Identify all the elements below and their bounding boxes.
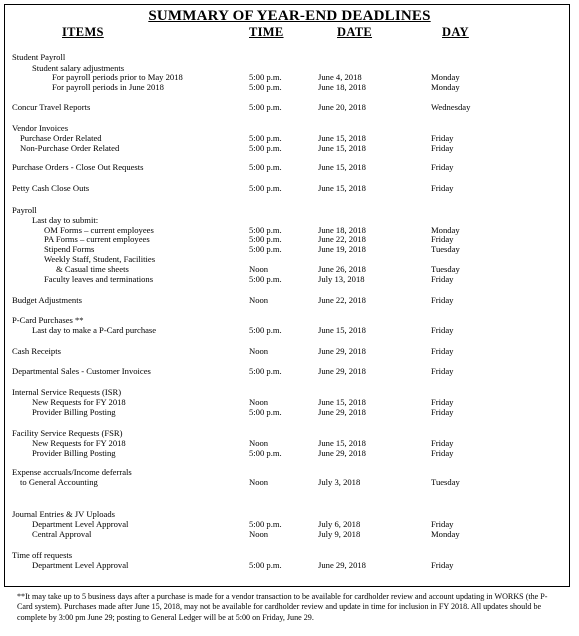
date-cell: June 22, 2018: [318, 295, 366, 305]
date-cell: June 4, 2018: [318, 72, 362, 82]
item-cell: Last day to submit:: [32, 215, 99, 225]
day-cell: Friday: [431, 560, 454, 570]
item-cell: P-Card Purchases **: [12, 315, 84, 325]
date-cell: June 15, 2018: [318, 162, 366, 172]
day-cell: Tuesday: [431, 244, 460, 254]
table-row: [0, 274, 570, 285]
day-cell: Friday: [431, 295, 454, 305]
day-cell: Friday: [431, 133, 454, 143]
date-cell: July 13, 2018: [318, 274, 365, 284]
item-cell: Department Level Approval: [32, 519, 129, 529]
item-cell: Central Approval: [32, 529, 92, 539]
day-cell: Monday: [431, 72, 460, 82]
time-cell: 5:00 p.m.: [249, 102, 282, 112]
date-cell: June 29, 2018: [318, 448, 366, 458]
item-cell: & Casual time sheets: [56, 264, 129, 274]
date-cell: June 22, 2018: [318, 234, 366, 244]
day-cell: Wednesday: [431, 102, 471, 112]
date-cell: June 26, 2018: [318, 264, 366, 274]
item-cell: PA Forms – current employees: [44, 234, 150, 244]
time-cell: Noon: [249, 438, 269, 448]
item-cell: Vendor Invoices: [12, 123, 69, 133]
item-cell: Weekly Staff, Student, Facilities: [44, 254, 156, 264]
item-cell: Departmental Sales - Customer Invoices: [12, 366, 151, 376]
item-cell: OM Forms – current employees: [44, 225, 154, 235]
day-cell: Friday: [431, 438, 454, 448]
day-cell: Friday: [431, 162, 454, 172]
item-cell: Petty Cash Close Outs: [12, 183, 90, 193]
item-cell: Cash Receipts: [12, 346, 61, 356]
item-cell: Stipend Forms: [44, 244, 95, 254]
time-cell: Noon: [249, 295, 269, 305]
item-cell: Last day to make a P-Card purchase: [32, 325, 157, 335]
item-cell: Purchase Orders - Close Out Requests: [12, 162, 144, 172]
table-row: [0, 346, 570, 357]
time-cell: Noon: [249, 477, 269, 487]
table-row: [0, 102, 570, 113]
table-row: [0, 295, 570, 306]
item-cell: Department Level Approval: [32, 560, 129, 570]
column-header-date: DATE: [337, 25, 373, 39]
table-row: [0, 52, 570, 63]
footnote: **It may take up to 5 business days after a purchase is made for a vendor transaction to be available for cardholder review and account updating in WORKS (the P-Card system). Purchases made after June 15, 2018, may not be available for cardholder review and update in time for inclusion in FY 2018. All updates should be complete by 3:00 pm June 29; posting to General Ledger will be at 5:00 on Friday, June 29.: [17, 592, 548, 622]
item-cell: Journal Entries & JV Uploads: [12, 509, 115, 519]
item-cell: Student Payroll: [12, 52, 66, 62]
day-cell: Friday: [431, 234, 454, 244]
date-cell: June 20, 2018: [318, 102, 366, 112]
time-cell: 5:00 p.m.: [249, 244, 282, 254]
time-cell: 5:00 p.m.: [249, 82, 282, 92]
table-row: [0, 529, 570, 540]
time-cell: 5:00 p.m.: [249, 133, 282, 143]
time-cell: 5:00 p.m.: [249, 234, 282, 244]
date-cell: June 15, 2018: [318, 397, 366, 407]
column-header-items: ITEMS: [62, 25, 104, 39]
time-cell: 5:00 p.m.: [249, 407, 282, 417]
table-row: [0, 448, 570, 459]
item-cell: New Requests for FY 2018: [32, 397, 126, 407]
day-cell: Tuesday: [431, 264, 460, 274]
item-cell: Expense accruals/Income deferrals: [12, 467, 132, 477]
time-cell: 5:00 p.m.: [249, 274, 282, 284]
item-cell: Budget Adjustments: [12, 295, 82, 305]
table-row: [0, 143, 570, 154]
item-cell: Faculty leaves and terminations: [44, 274, 154, 284]
item-cell: Non-Purchase Order Related: [20, 143, 120, 153]
day-cell: Monday: [431, 225, 460, 235]
time-cell: 5:00 p.m.: [249, 143, 282, 153]
item-cell: Concur Travel Reports: [12, 102, 91, 112]
item-cell: Provider Billing Posting: [32, 448, 116, 458]
table-row: [0, 366, 570, 377]
date-cell: June 15, 2018: [318, 325, 366, 335]
time-cell: Noon: [249, 346, 269, 356]
table-row: [0, 82, 570, 93]
table-row: [0, 560, 570, 571]
day-cell: Friday: [431, 274, 454, 284]
time-cell: 5:00 p.m.: [249, 162, 282, 172]
item-cell: Facility Service Requests (FSR): [12, 428, 123, 438]
date-cell: June 15, 2018: [318, 183, 366, 193]
time-cell: Noon: [249, 529, 269, 539]
time-cell: 5:00 p.m.: [249, 325, 282, 335]
table-row: [0, 183, 570, 194]
day-cell: Friday: [431, 325, 454, 335]
item-cell: to General Accounting: [20, 477, 98, 487]
item-cell: Provider Billing Posting: [32, 407, 116, 417]
table-row: [0, 325, 570, 336]
item-cell: For payroll periods in June 2018: [52, 82, 164, 92]
day-cell: Friday: [431, 346, 454, 356]
day-cell: Friday: [431, 397, 454, 407]
column-header-time: TIME: [249, 25, 284, 39]
date-cell: June 29, 2018: [318, 366, 366, 376]
time-cell: 5:00 p.m.: [249, 560, 282, 570]
date-cell: July 6, 2018: [318, 519, 361, 529]
item-cell: Student salary adjustments: [32, 63, 125, 73]
date-cell: June 18, 2018: [318, 82, 366, 92]
time-cell: 5:00 p.m.: [249, 519, 282, 529]
date-cell: July 9, 2018: [318, 529, 361, 539]
item-cell: Time off requests: [12, 550, 73, 560]
time-cell: Noon: [249, 397, 269, 407]
date-cell: June 15, 2018: [318, 143, 366, 153]
date-cell: June 18, 2018: [318, 225, 366, 235]
time-cell: 5:00 p.m.: [249, 225, 282, 235]
table-row: [0, 407, 570, 418]
day-cell: Friday: [431, 519, 454, 529]
item-cell: Internal Service Requests (ISR): [12, 387, 122, 397]
item-cell: Purchase Order Related: [20, 133, 102, 143]
day-cell: Monday: [431, 82, 460, 92]
date-cell: June 29, 2018: [318, 346, 366, 356]
day-cell: Friday: [431, 407, 454, 417]
day-cell: Friday: [431, 448, 454, 458]
time-cell: 5:00 p.m.: [249, 366, 282, 376]
date-cell: June 15, 2018: [318, 438, 366, 448]
item-cell: New Requests for FY 2018: [32, 438, 126, 448]
time-cell: 5:00 p.m.: [249, 72, 282, 82]
day-cell: Friday: [431, 183, 454, 193]
day-cell: Friday: [431, 366, 454, 376]
date-cell: June 19, 2018: [318, 244, 366, 254]
date-cell: June 29, 2018: [318, 407, 366, 417]
table-row: [0, 477, 570, 488]
date-cell: July 3, 2018: [318, 477, 361, 487]
date-cell: June 29, 2018: [318, 560, 366, 570]
item-cell: Payroll: [12, 205, 37, 215]
table-row: [0, 162, 570, 173]
column-header-day: DAY: [442, 25, 469, 39]
time-cell: Noon: [249, 264, 269, 274]
day-cell: Monday: [431, 529, 460, 539]
item-cell: For payroll periods prior to May 2018: [52, 72, 183, 82]
time-cell: 5:00 p.m.: [249, 448, 282, 458]
day-cell: Tuesday: [431, 477, 460, 487]
date-cell: June 15, 2018: [318, 133, 366, 143]
day-cell: Friday: [431, 143, 454, 153]
page-title: SUMMARY OF YEAR-END DEADLINES: [148, 8, 431, 24]
time-cell: 5:00 p.m.: [249, 183, 282, 193]
